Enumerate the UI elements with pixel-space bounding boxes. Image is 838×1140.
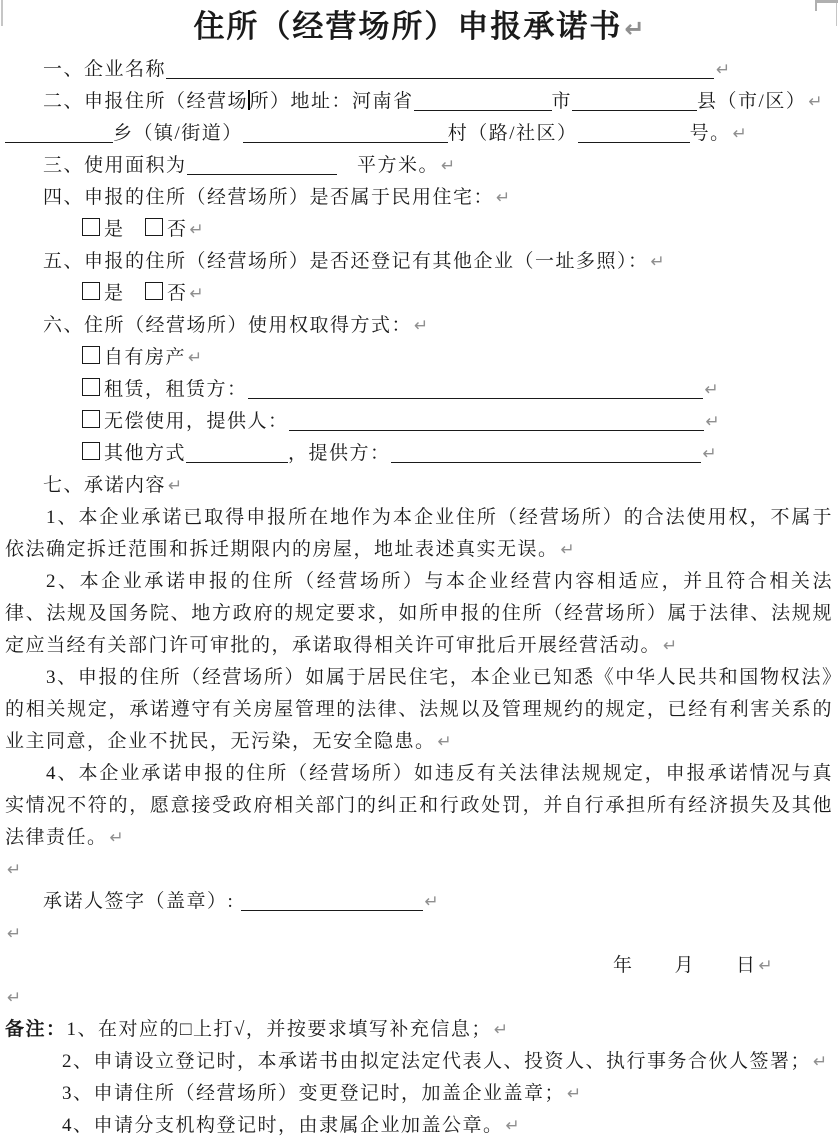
- paragraph-commitment-4: [5, 758, 833, 854]
- pilcrow-mark: ↵: [188, 348, 203, 368]
- line-option-free-use: [5, 406, 833, 438]
- text-run: 县（市/区）: [697, 91, 807, 112]
- pilcrow-mark: ↵: [424, 892, 439, 912]
- provider-party-field[interactable]: [391, 458, 701, 463]
- village-field[interactable]: [243, 138, 448, 143]
- pilcrow-mark: ↵: [808, 92, 823, 112]
- line-section7-header: [5, 470, 833, 502]
- text-run: 市: [551, 91, 573, 112]
- line-q4-options: [5, 214, 833, 246]
- pilcrow-mark: ↵: [702, 444, 717, 464]
- text-run: 四、申报的住所（经营场所）是否属于民用住宅：: [43, 187, 495, 208]
- text-run: 1、在对应的□上打√，并按要求填写补充信息；: [66, 1019, 492, 1040]
- company-name-field[interactable]: [166, 74, 714, 79]
- line-note-3: [5, 1078, 833, 1110]
- text-run: 号。: [689, 123, 731, 144]
- text-run: 所）地址：河南省: [249, 91, 414, 112]
- pilcrow-mark: ↵: [189, 284, 204, 304]
- text-run: 一、企业名称: [43, 59, 167, 80]
- pilcrow-mark: ↵: [189, 220, 204, 240]
- line-date: [5, 950, 833, 982]
- pilcrow-mark: ↵: [7, 924, 22, 944]
- text-run: 4、本企业承诺申报的住所（经营场所）如违反有关法律法规规定，申报承诺情况与真实情况不符的，愿意接受政府相关部门的纠正和行政处罚，并自行承担所有经济损失及其他法律责任。: [5, 763, 833, 848]
- pilcrow-mark: ↵: [624, 15, 645, 43]
- text-run: 五、申报的住所（经营场所）是否还登记有其他企业（一址多照）：: [43, 251, 649, 272]
- pilcrow-mark: ↵: [496, 188, 511, 208]
- notes-label: 备注：: [5, 1019, 67, 1040]
- text-run: 是: [104, 219, 146, 240]
- pilcrow-mark: ↵: [716, 60, 731, 80]
- checkbox-q4-no[interactable]: [145, 218, 163, 236]
- empty-line-1: [5, 854, 833, 886]
- pilcrow-mark: ↵: [414, 316, 429, 336]
- line-note-4: [5, 1110, 833, 1140]
- checkbox-free-use[interactable]: [82, 410, 100, 428]
- provider-person-field[interactable]: [289, 426, 704, 431]
- pilcrow-mark: ↵: [7, 860, 22, 880]
- pilcrow-mark: ↵: [441, 156, 456, 176]
- text-run: 二、申报住所（经营场: [43, 91, 249, 112]
- pilcrow-mark: ↵: [437, 732, 452, 752]
- pilcrow-mark: ↵: [109, 828, 124, 848]
- text-run: 三、使用面积为: [43, 155, 187, 176]
- pilcrow-mark: ↵: [663, 636, 678, 656]
- line-q6-usage-right: [5, 310, 833, 342]
- checkbox-q5-no[interactable]: [145, 282, 163, 300]
- county-field[interactable]: [572, 106, 697, 111]
- pilcrow-mark: ↵: [168, 476, 183, 496]
- line-address-1: [5, 86, 833, 118]
- checkbox-own-property[interactable]: [82, 346, 100, 364]
- pilcrow-mark: ↵: [505, 1116, 520, 1136]
- date-year-month-day: 年 月 日: [613, 955, 757, 976]
- pilcrow-mark: ↵: [704, 380, 719, 400]
- checkbox-rent[interactable]: [82, 378, 100, 396]
- text-run: 无偿使用，提供人：: [104, 411, 289, 432]
- line-option-other: [5, 438, 833, 470]
- text-run: 七、承诺内容: [43, 475, 167, 496]
- empty-line-3: [5, 982, 833, 1014]
- line-note-2: [5, 1046, 833, 1078]
- text-run: 3、申请住所（经营场所）变更登记时，加盖企业盖章；: [62, 1083, 566, 1104]
- paragraph-commitment-2: [5, 566, 833, 662]
- pilcrow-mark: ↵: [650, 252, 665, 272]
- pilcrow-mark: ↵: [7, 988, 22, 1008]
- pilcrow-mark: ↵: [813, 1052, 828, 1072]
- line-option-rent: [5, 374, 833, 406]
- pilcrow-mark: ↵: [705, 412, 720, 432]
- doc-title: [5, 0, 833, 54]
- area-field[interactable]: [187, 170, 337, 175]
- page-edge-tick-left: [1, 0, 3, 26]
- checkbox-q4-yes[interactable]: [82, 218, 100, 236]
- line-address-2: [5, 118, 833, 150]
- pilcrow-mark: ↵: [732, 124, 747, 144]
- line-note-1: [5, 1014, 833, 1046]
- text-run: 村（路/社区）: [447, 123, 578, 144]
- line-company-name: [5, 54, 833, 86]
- line-area: [5, 150, 833, 182]
- page-title: 住所（经营场所）申报承诺书: [193, 9, 623, 44]
- text-run: 1、本企业承诺已取得申报所在地作为本企业住所（经营场所）的合法使用权，不属于依法确定拆迁范围和拆迁期限内的房屋，地址表述真实无误。: [5, 507, 833, 560]
- text-run: 自有房产: [104, 347, 187, 368]
- text-run: 六、住所（经营场所）使用权取得方式：: [43, 315, 413, 336]
- checkbox-q5-yes[interactable]: [82, 282, 100, 300]
- text-run: 否: [167, 283, 188, 304]
- text-run: 租赁，租赁方：: [104, 379, 248, 400]
- checkbox-other-way[interactable]: [82, 442, 100, 460]
- text-run: 3、申报的住所（经营场所）如属于居民住宅，本企业已知悉《中华人民共和国物权法》的相关规定，承诺遵守有关房屋管理的法律、法规以及管理规约的规定，已经有利害关系的业主同意，企业不扰民，无污染，无安全隐患。: [5, 667, 833, 752]
- text-run: 4、申请分支机构登记时，由隶属企业加盖公章。: [62, 1115, 504, 1136]
- text-run: ，提供方：: [288, 443, 391, 464]
- city-field[interactable]: [414, 106, 552, 111]
- pilcrow-mark: ↵: [560, 540, 575, 560]
- pilcrow-mark: ↵: [567, 1084, 582, 1104]
- text-run: 2、本企业承诺申报的住所（经营场所）与本企业经营内容相适应，并且符合相关法律、法规及国务院、地方政府的规定要求，如所申报的住所（经营场所）属于法律、法规规定应当经有关部门许可审批的，承诺取得相关许可审批后开展经营活动。: [5, 571, 833, 656]
- pilcrow-mark: ↵: [493, 1020, 509, 1040]
- paragraph-commitment-1: [5, 502, 833, 566]
- text-run: 是: [104, 283, 146, 304]
- text-run: 平方米。: [336, 155, 440, 176]
- textbox-corner-artifact: [815, 0, 838, 11]
- text-run: 2、申请设立登记时，本承诺书由拟定法定代表人、投资人、执行事务合伙人签署；: [62, 1051, 812, 1072]
- line-option-own: [5, 342, 833, 374]
- signature-field[interactable]: [241, 906, 423, 911]
- line-signature: [5, 886, 833, 918]
- other-way-field[interactable]: [186, 458, 288, 463]
- pilcrow-mark: ↵: [758, 956, 773, 976]
- paragraph-commitment-3: [5, 662, 833, 758]
- township-field[interactable]: [5, 138, 113, 143]
- text-run: 否: [167, 219, 188, 240]
- text-run: 其他方式: [104, 443, 187, 464]
- text-run: 承诺人签字（盖章）:: [43, 891, 241, 912]
- lessor-field[interactable]: [248, 394, 703, 399]
- line-q5-options: [5, 278, 833, 310]
- text-run: 乡（镇/街道）: [113, 123, 243, 144]
- empty-line-2: [5, 918, 833, 950]
- house-number-field[interactable]: [578, 138, 690, 143]
- line-q4-residential: [5, 182, 833, 214]
- line-q5-multi-license: [5, 246, 833, 278]
